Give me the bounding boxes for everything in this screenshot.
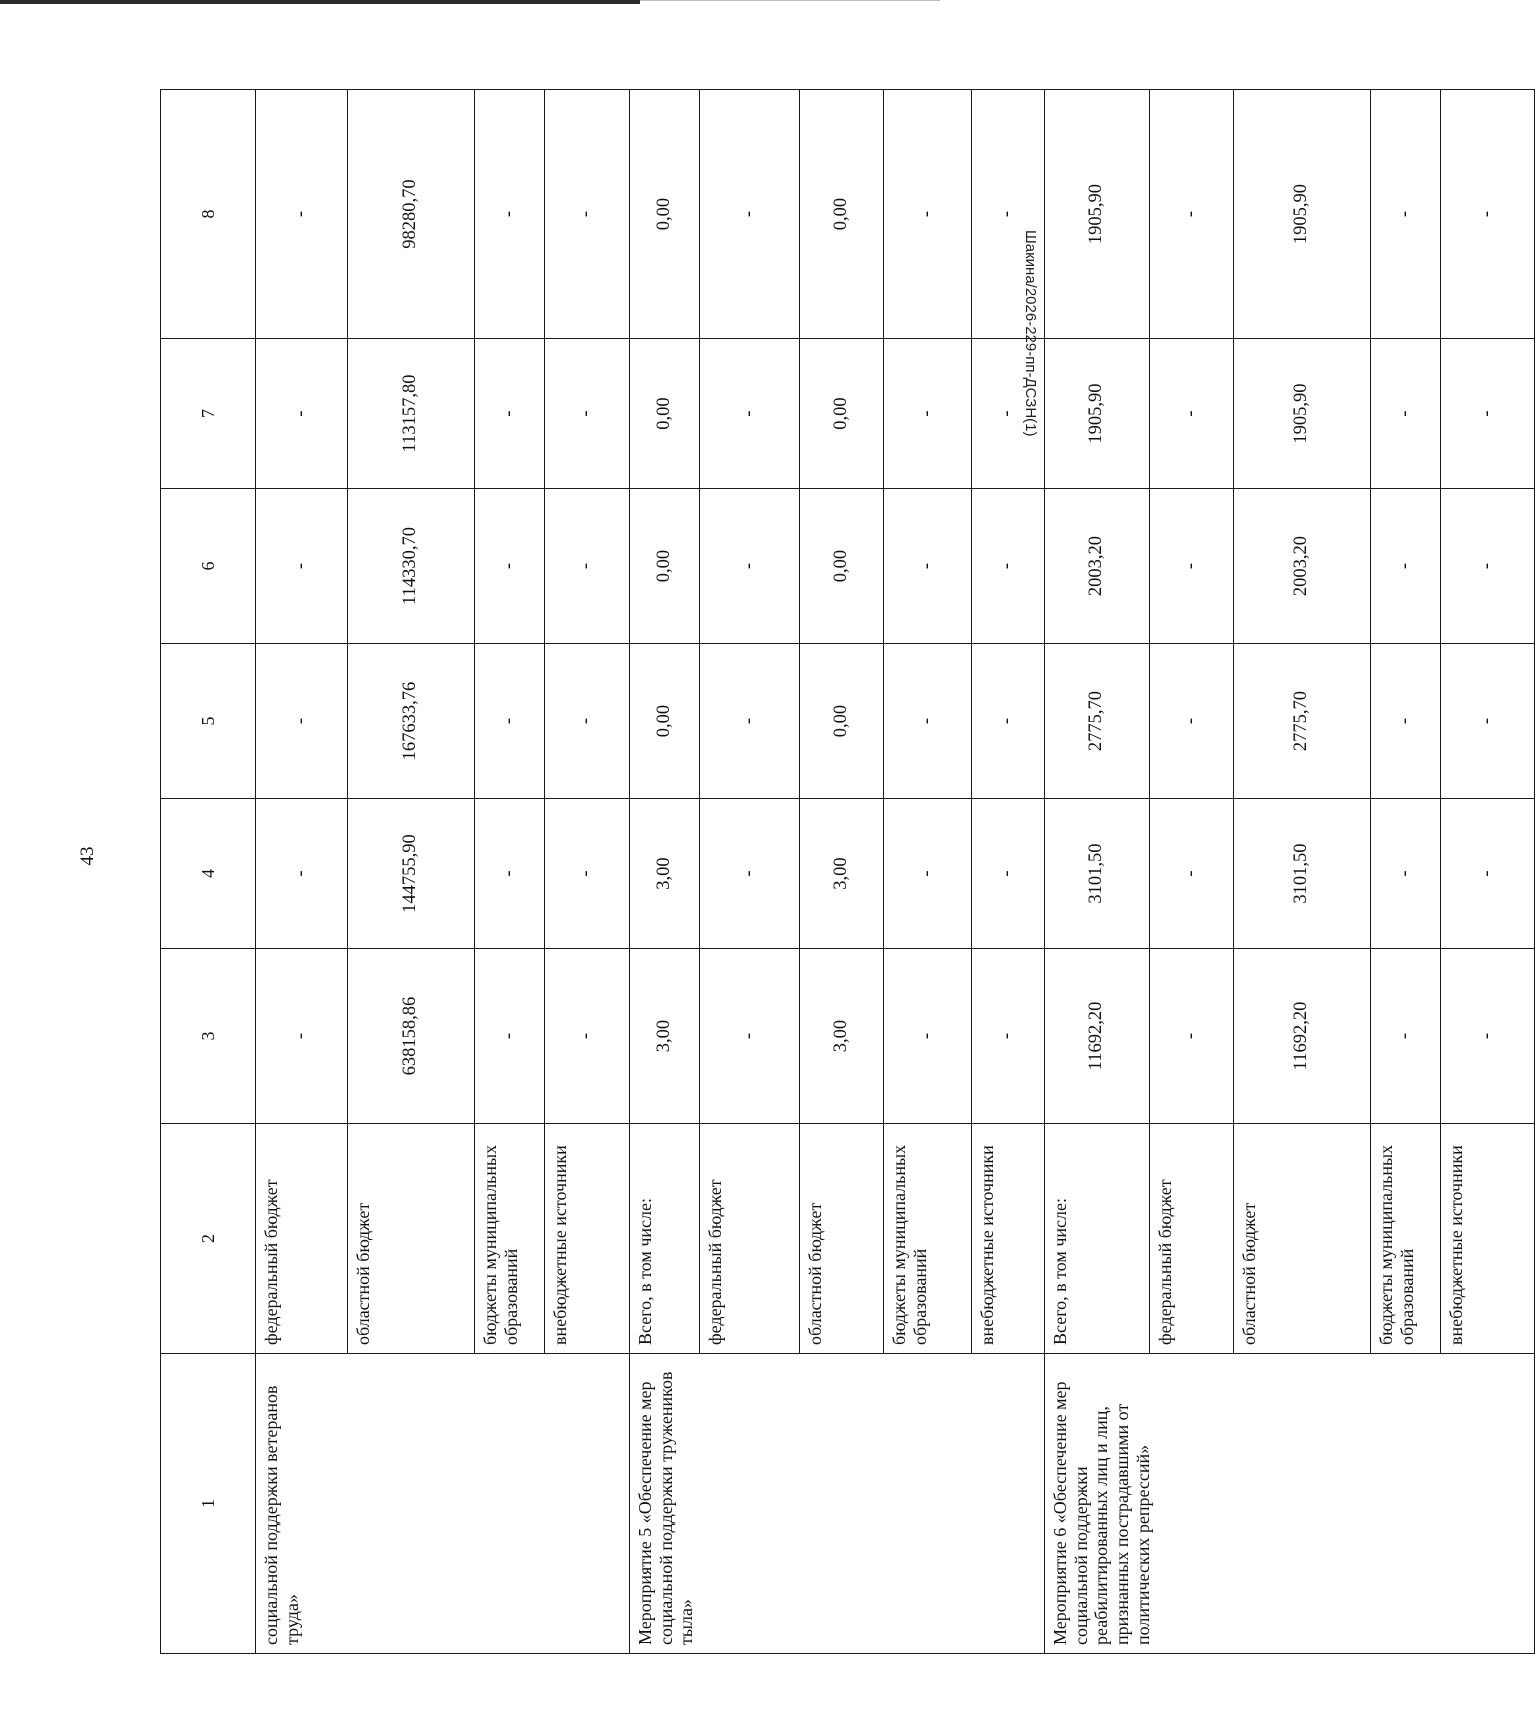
funding-source-cell: бюджеты муниципальных образований [1371,1124,1441,1354]
value-cell: - [475,489,545,644]
value-cell: 3,00 [800,949,884,1124]
value-cell: - [1371,644,1441,799]
value-cell: 167633,76 [348,644,475,799]
funding-source-cell: Всего, в том числе: [1045,1124,1150,1354]
value-cell: - [256,644,348,799]
header-col-7: 7 [161,339,256,489]
value-cell: - [1441,339,1535,489]
value-cell: - [545,90,630,339]
value-cell: - [1371,489,1441,644]
value-cell: 0,00 [630,339,700,489]
header-col-2: 2 [161,1124,256,1354]
rotated-table-wrapper [160,90,1497,1654]
funding-source-cell: внебюджетные источники [1441,1124,1535,1354]
event-cell: Мероприятие 6 «Обеспечение мер социальной поддержки реабилитированных лиц и лиц, признанных пострадавшими от политических репрессий» [1045,1354,1535,1654]
funding-source-cell: внебюджетные источники [972,1124,1045,1354]
value-cell: - [972,799,1045,949]
header-col-1: 1 [161,1354,256,1654]
value-cell: - [700,949,800,1124]
value-cell: 0,00 [800,90,884,339]
funding-source-cell: областной бюджет [348,1124,475,1354]
value-cell: - [700,90,800,339]
header-row [161,90,256,1654]
scan-edge-light [640,0,940,1]
value-cell: - [972,949,1045,1124]
value-cell: - [256,489,348,644]
value-cell: 1905,90 [1045,90,1150,339]
budget-table [160,89,1535,1654]
value-cell: - [256,949,348,1124]
value-cell: - [1371,799,1441,949]
value-cell: 144755,90 [348,799,475,949]
value-cell: - [1441,644,1535,799]
value-cell: 638158,86 [348,949,475,1124]
value-cell: - [545,949,630,1124]
value-cell: - [545,489,630,644]
value-cell: - [1371,339,1441,489]
value-cell: 3,00 [630,949,700,1124]
page-number: 43 [77,846,98,866]
value-cell: - [475,799,545,949]
funding-source-cell: федеральный бюджет [700,1124,800,1354]
scan-edge [0,0,640,4]
value-cell: - [256,799,348,949]
value-cell: - [972,90,1045,339]
funding-source-cell: областной бюджет [1234,1124,1371,1354]
value-cell: - [1150,90,1234,339]
value-cell: - [1441,489,1535,644]
document-code: Шакина/2026-229-пп-ДСЗН(1) [1022,230,1039,437]
value-cell: 113157,80 [348,339,475,489]
funding-source-cell: федеральный бюджет [256,1124,348,1354]
funding-source-cell: бюджеты муниципальных образований [884,1124,972,1354]
value-cell: 98280,70 [348,90,475,339]
header-col-6: 6 [161,489,256,644]
header-col-8: 8 [161,90,256,339]
header-col-4: 4 [161,799,256,949]
funding-source-cell: областной бюджет [800,1124,884,1354]
value-cell: - [475,949,545,1124]
funding-source-cell: федеральный бюджет [1150,1124,1234,1354]
value-cell: 114330,70 [348,489,475,644]
value-cell: - [972,644,1045,799]
value-cell: 0,00 [800,644,884,799]
value-cell: 2775,70 [1234,644,1371,799]
value-cell: - [256,339,348,489]
value-cell: - [884,949,972,1124]
table-row [630,90,700,1654]
value-cell: 1905,90 [1234,339,1371,489]
value-cell: - [1150,949,1234,1124]
value-cell: 2003,20 [1045,489,1150,644]
funding-source-cell: Всего, в том числе: [630,1124,700,1354]
value-cell: 3101,50 [1234,799,1371,949]
value-cell: - [1150,644,1234,799]
value-cell: 3101,50 [1045,799,1150,949]
table-row [256,90,348,1654]
value-cell: - [475,339,545,489]
value-cell: 0,00 [630,90,700,339]
event-cell: социальной поддержки ветеранов труда» [256,1354,630,1654]
value-cell: 2775,70 [1045,644,1150,799]
value-cell: 1905,90 [1045,339,1150,489]
value-cell: - [972,489,1045,644]
value-cell: 2003,20 [1234,489,1371,644]
value-cell: 1905,90 [1234,90,1371,339]
value-cell: 0,00 [630,644,700,799]
value-cell: - [545,339,630,489]
value-cell: - [1441,799,1535,949]
value-cell: - [1150,489,1234,644]
value-cell: - [700,339,800,489]
value-cell: 11692,20 [1045,949,1150,1124]
value-cell: - [700,644,800,799]
value-cell: - [1371,90,1441,339]
value-cell: - [884,339,972,489]
value-cell: 3,00 [630,799,700,949]
value-cell: - [1441,949,1535,1124]
value-cell: - [972,339,1045,489]
value-cell: - [545,799,630,949]
value-cell: - [700,489,800,644]
value-cell: 0,00 [630,489,700,644]
value-cell: - [475,90,545,339]
value-cell: - [884,489,972,644]
header-col-3: 3 [161,949,256,1124]
funding-source-cell: внебюджетные источники [545,1124,630,1354]
header-col-5: 5 [161,644,256,799]
value-cell: - [475,644,545,799]
value-cell: - [1150,339,1234,489]
value-cell: - [1441,90,1535,339]
value-cell: 0,00 [800,339,884,489]
value-cell: - [1371,949,1441,1124]
value-cell: - [884,90,972,339]
value-cell: - [256,90,348,339]
value-cell: - [884,644,972,799]
value-cell: 3,00 [800,799,884,949]
table-row [1045,90,1150,1654]
funding-source-cell: бюджеты муниципальных образований [475,1124,545,1354]
value-cell: - [884,799,972,949]
value-cell: - [545,644,630,799]
event-cell: Мероприятие 5 «Обеспечение мер социальной поддержки тружеников тыла» [630,1354,1045,1654]
value-cell: - [1150,799,1234,949]
value-cell: 0,00 [800,489,884,644]
value-cell: 11692,20 [1234,949,1371,1124]
value-cell: - [700,799,800,949]
